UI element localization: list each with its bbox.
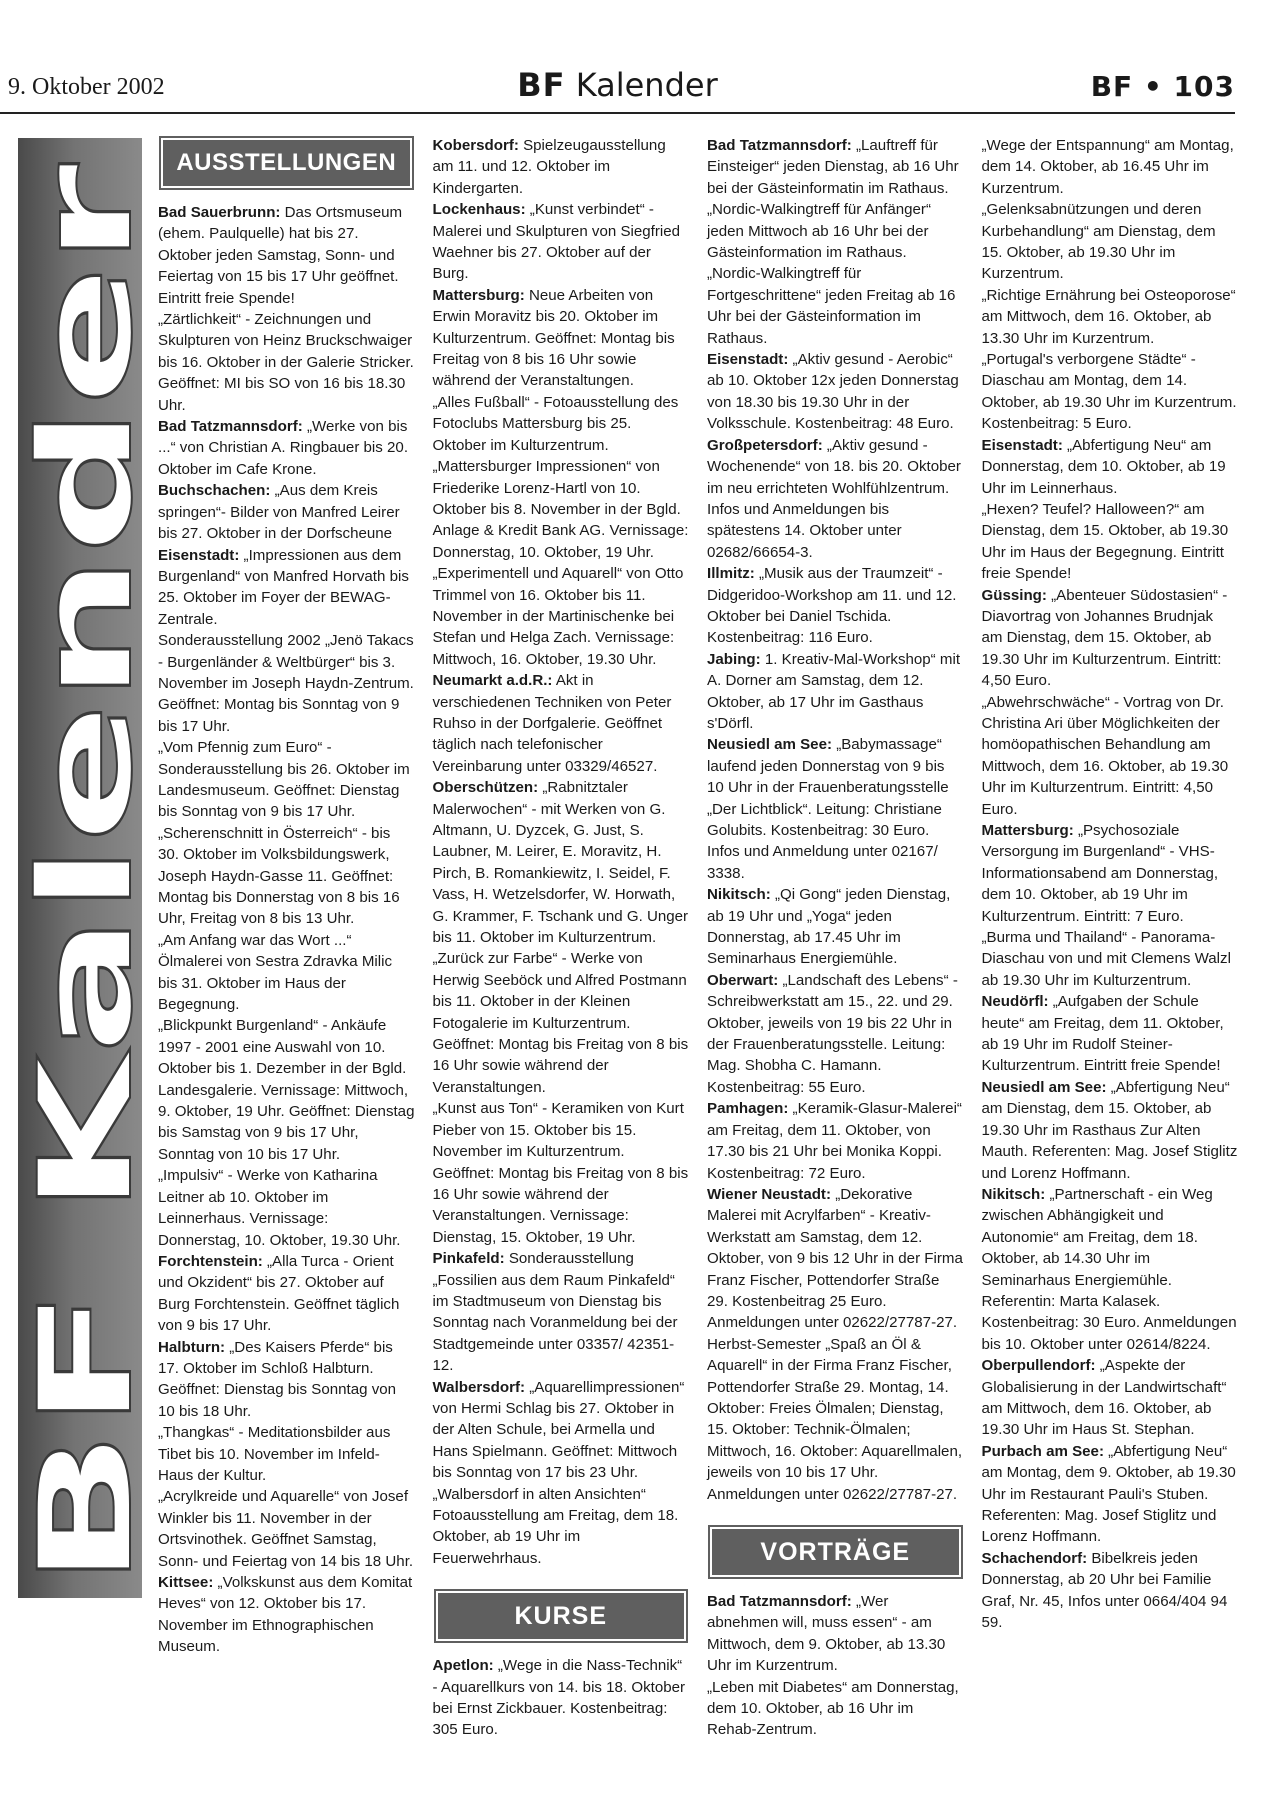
page-header <box>0 62 1235 114</box>
entry-text: „Aktiv gesund - Aerobic“ ab 10. Oktober 12x jeden Donnerstag von 18.30 bis 19.30 Uhr in der Volksschule. Kostenbeitrag: 48 Euro. <box>707 351 959 433</box>
calendar-entry <box>433 670 690 777</box>
calendar-entry <box>158 416 415 480</box>
calendar-entry <box>982 820 1239 927</box>
entry-place: Kobersdorf: <box>432 137 519 154</box>
kurse-entries <box>433 1655 690 1741</box>
entry-place: Bad Sauerbrunn: <box>158 204 281 221</box>
entry-text: 1. Kreativ-Mal-Workshop“ mit A. Dorner am Samstag, dem 12. Oktober, ab 17 Uhr im Gasthaus s'Dörfl. <box>707 650 961 732</box>
entry-text: Neue Arbeiten von Erwin Moravitz bis 20. Oktober im Kulturzentrum. Geöffnet: Montag bis Freitag von 8 bis 16 Uhr sowie während der Veranstaltungen. <box>432 286 675 390</box>
calendar-entry <box>982 692 1239 820</box>
entry-text: „Volkskunst aus dem Komitat Heves“ von 12. Oktober bis 17. November im Ethnographischen Museum. <box>158 1574 413 1656</box>
calendar-entry <box>707 563 964 649</box>
entry-text: „Hexen? Teufel? Halloween?“ am Dienstag, dem 15. Oktober, ab 19.30 Uhr im Haus der Begegnung. Eintritt freie Spende! <box>981 500 1229 583</box>
entry-place: Illmitz: <box>707 565 755 583</box>
calendar-entry <box>982 1184 1239 1355</box>
entry-place: Neusiedl am See: <box>981 1078 1107 1096</box>
issue-date: 9. Oktober 2002 <box>8 74 165 100</box>
calendar-entry <box>158 630 415 737</box>
entry-text: „Wege der Entspannung“ am Montag, dem 14. Oktober, ab 16.45 Uhr im Kurzentrum. <box>981 137 1234 197</box>
page-number: BF • 103 <box>1090 70 1235 103</box>
entry-place: Lockenhaus: <box>432 201 526 219</box>
entry-text: „Aus dem Kreis springen“- Bilder von Manfred Leirer bis 27. Oktober in der Dorfscheune <box>158 482 400 543</box>
column-4 <box>982 135 1239 1775</box>
entry-place: Purbach am See: <box>981 1442 1104 1460</box>
entry-text: „Rabnitztaler Malerwochen“ - mit Werken von G. Altmann, U. Dyzcek, G. Just, S. Laubner, M. Leirer, E. Moravitz, H. Pirch, B. Romankiewitz, I. Seidel, F. Vass, H. Wetzelsdorfer, W. Horwath, G. Krammer, F. Tschank und G. Unger bis 11. Oktober im Kulturzentrum. <box>432 779 689 947</box>
entry-text: „Mattersburger Impressionen“ von Friederike Lorenz-Hartl von 10. Oktober bis 8. November in der Bgld. Anlage & Kredit Bank AG. Vernissage: Donnerstag, 10. Oktober, 19 Uhr. <box>432 458 689 561</box>
calendar-entry <box>433 456 690 563</box>
entry-place: Walbersdorf: <box>432 1378 526 1396</box>
section-heading-ausstellungen: AUSSTELLUNGEN <box>161 138 412 188</box>
entry-text: „Aspekte der Globalisierung in der Landwirtschaft“ am Mittwoch, dem 16. Oktober, ab 19.30 Uhr im Haus St. Stephan. <box>981 1357 1227 1439</box>
entry-text: „Landschaft des Lebens“ - Schreibwerkstatt am 15., 22. und 29. Oktober, jeweils von 19 bis 22 Uhr in der Frauenberatungsstelle. Leitung: Mag. Shobha C. Hamann. Kostenbeitrag: 55 Euro. <box>707 971 958 1096</box>
side-banner-graphic <box>12 138 161 1598</box>
calendar-entry <box>158 1015 415 1165</box>
entry-place: Bad Tatzmannsdorf: <box>707 1593 852 1610</box>
entry-text: „Wer abnehmen will, muss essen“ - am Mittwoch, dem 9. Oktober, ab 13.30 Uhr im Kurzentrum. <box>707 1593 946 1675</box>
entry-place: Jabing: <box>707 650 761 668</box>
calendar-entry <box>158 309 415 416</box>
entry-place: Eisenstadt: <box>158 546 240 564</box>
column-1-entries <box>158 202 415 1658</box>
entry-text: „Leben mit Diabetes“ am Donnerstag, dem 10. Oktober, ab 16 Uhr im Rehab-Zentrum. <box>707 1678 959 1739</box>
calendar-entry <box>707 1184 964 1334</box>
calendar-entry <box>158 480 415 544</box>
entry-text: „Gelenksabnützungen und deren Kurbehandlung“ am Dienstag, dem 15. Oktober, ab 19.30 Uhr im Kurzentrum. <box>981 201 1216 283</box>
entry-text: „Alla Turca - Orient und Okzident“ bis 27. Oktober auf Burg Forchtenstein. Geöffnet täglich von 9 bis 17 Uhr. <box>158 1252 400 1335</box>
entry-text: „Burma und Thailand“ - Panorama-Diaschau von und mit Clemens Walzl ab 19.30 Uhr im Kulturzentrum. <box>981 929 1231 989</box>
entry-place: Wiener Neustadt: <box>707 1185 831 1203</box>
calendar-entry <box>158 1337 415 1423</box>
calendar-entry <box>433 392 690 456</box>
entry-place: Pamhagen: <box>707 1100 789 1118</box>
calendar-entry <box>158 1572 415 1658</box>
entry-text: „Kunst aus Ton“ - Keramiken von Kurt Pieber von 15. Oktober bis 15. November im Kulturzentrum. Geöffnet: Montag bis Freitag von 8 bis 16 Uhr sowie während der Veranstaltungen. Vernissage: Dienstag, 15. Oktober, 19 Uhr. <box>432 1100 689 1246</box>
entry-place: Oberpullendorf: <box>981 1357 1096 1375</box>
entry-place: Buchschachen: <box>158 482 271 500</box>
column-3-entries <box>707 135 964 1505</box>
entry-text: „Thangkas“ - Meditationsbilder aus Tibet bis 10. November im Infeld-Haus der Kultur. <box>158 1424 391 1484</box>
calendar-entry <box>158 1422 415 1486</box>
section-name: Kalender <box>575 66 718 104</box>
entry-text: „Abfertigung Neu“ am Dienstag, dem 15. Oktober, ab 19.30 Uhr im Rasthaus Zur Alten Mauth. Referenten: Mag. Josef Stiglitz und Lorenz Hoffmann. <box>981 1078 1238 1182</box>
entry-text: „Babymassage“ laufend jeden Donnerstag von 9 bis 10 Uhr in der Frauenberatungsstelle „Der Lichtblick“. Leitung: Christiane Golubits. Kostenbeitrag: 30 Euro. Infos und Anmeldung unter 02167/ 3338. <box>707 736 949 882</box>
entry-place: Neumarkt a.d.R.: <box>432 672 553 690</box>
entry-text: „Musik aus der Traumzeit“ - Didgeridoo-Workshop am 11. und 12. Oktober bei Daniel Tschida. Kostenbeitrag: 116 Euro. <box>707 565 957 647</box>
entry-text: „Acrylkreide und Aquarelle“ von Josef Winkler bis 11. November in der Ortsvinothek. Geöffnet Samstag, Sonn- und Feiertag von 14 bis 18 Uhr. <box>158 1488 414 1570</box>
calendar-entry <box>433 1484 690 1570</box>
calendar-entry <box>158 1165 415 1251</box>
column-4-entries <box>982 135 1239 1633</box>
column-3 <box>707 135 964 1775</box>
entry-place: Forchtenstein: <box>158 1252 263 1270</box>
entry-place: Bad Tatzmannsdorf: <box>158 418 303 436</box>
entry-place: Oberschützen: <box>432 779 539 797</box>
entry-text: „Abfertigung Neu“ am Montag, dem 9. Oktober, ab 19.30 Uhr im Restaurant Pauli's Stuben. Referenten: Mag. Josef Stiglitz und Lorenz Hoffmann. <box>981 1442 1236 1546</box>
entry-text: „Keramik-Glasur-Malerei“ am Freitag, dem 11. Oktober, von 17.30 bis 21 Uhr bei Monika Koppi. Kostenbeitrag: 72 Euro. <box>707 1100 962 1182</box>
entry-text: „Werke von bis ...“ von Christian A. Ringbauer bis 20. Oktober im Cafe Krone. <box>158 418 409 478</box>
entry-text: Sonderausstellung 2002 „Jenö Takacs - Burgenländer & Weltbürger“ bis 3. November im Joseph Haydn-Zentrum. Geöffnet: Montag bis Sonntag von 9 bis 17 Uhr. <box>158 632 414 735</box>
vortraege-entries <box>707 1591 964 1741</box>
entry-place: Mattersburg: <box>981 822 1074 839</box>
calendar-entry <box>982 199 1239 285</box>
entry-text: „Dekorative Malerei mit Acrylfarben“ - Kreativ-Werkstatt am Samstag, dem 12. Oktober, von 9 bis 12 Uhr in der Firma Franz Fischer, Pottendorfer Straße 29. Kostenbeitrag 25 Euro. Anmeldungen unter 02622/27787-27. <box>707 1185 963 1332</box>
calendar-entry <box>433 563 690 670</box>
calendar-entry <box>707 199 964 263</box>
calendar-entry <box>982 927 1239 991</box>
entry-text: „Zärtlichkeit“ - Zeichnungen und Skulpturen von Heinz Bruckschwaiger bis 16. Oktober in der Galerie Stricker. Geöffnet: MI bis SO von 16 bis 18.30 Uhr. <box>158 311 414 414</box>
entry-place: Oberwart: <box>707 971 779 989</box>
entry-text: Das Ortsmuseum (ehem. Paulquelle) hat bis 27. Oktober jeden Samstag, Sonn- und Feiertag von 15 bis 17 Uhr geöffnet. Eintritt freie Spende! <box>158 204 403 307</box>
brand-logo: BF <box>517 66 566 104</box>
entry-place: Schachendorf: <box>981 1549 1088 1567</box>
entry-text: „Am Anfang war das Wort ...“ Ölmalerei von Sestra Zdravka Milic bis 31. Oktober im Haus der Begegnung. <box>158 931 393 1014</box>
column-2-entries <box>433 135 690 1569</box>
entry-text: „Walbersdorf in alten Ansichten“ Fotoausstellung am Freitag, dem 18. Oktober, ab 19 Uhr im Feuerwehrhaus. <box>432 1485 679 1567</box>
entry-place: Halbturn: <box>158 1338 226 1356</box>
column-1 <box>158 135 415 1775</box>
calendar-entry <box>982 1355 1239 1441</box>
calendar-entry <box>707 1098 964 1184</box>
entry-place: Bad Tatzmannsdorf: <box>707 137 852 154</box>
entry-text: Spielzeugausstellung am 11. und 12. Oktober im Kindergarten. <box>432 137 666 197</box>
entry-text: „Abenteuer Südostasien“ - Diavortrag von Johannes Brudnjak am Dienstag, dem 15. Oktober, ab 19.30 Uhr im Kulturzentrum. Eintritt: 4,50 Euro. <box>981 586 1228 690</box>
entry-text: „Nordic-Walkingtreff für Anfänger“ jeden Mittwoch ab 16 Uhr bei der Gästeinformation im Rathaus. <box>707 201 931 262</box>
entry-place: Nikitsch: <box>981 1185 1046 1203</box>
calendar-entry <box>707 884 964 970</box>
calendar-entry <box>707 734 964 884</box>
calendar-entry <box>707 1677 964 1741</box>
calendar-entry <box>433 285 690 392</box>
entry-text: „Impulsiv“ - Werke von Katharina Leitner ab 10. Oktober im Leinnerhaus. Vernissage: Donnerstag, 10. Oktober, 19.30 Uhr. <box>158 1167 401 1249</box>
calendar-entry <box>982 349 1239 435</box>
calendar-entry <box>707 1334 964 1505</box>
calendar-entry <box>707 263 964 349</box>
section-heading-kurse: KURSE <box>436 1591 687 1641</box>
entry-text: „Vom Pfennig zum Euro“ - Sonderausstellung bis 26. Oktober im Landesmuseum. Geöffnet: Dienstag bis Sonntag von 9 bis 17 Uhr. <box>158 739 410 821</box>
entry-text: „Portugal's verborgene Städte“ - Diaschau am Montag, dem 14. Oktober, ab 19.30 Uhr im Kurzentrum. Kostenbeitrag: 5 Euro. <box>981 351 1237 433</box>
entry-text: „Richtige Ernährung bei Osteoporose“ am Mittwoch, dem 16. Oktober, ab 13.30 Uhr im Kurzentrum. <box>981 286 1236 347</box>
calendar-entry <box>982 435 1239 499</box>
entry-place: Neusiedl am See: <box>707 736 832 754</box>
side-banner <box>12 138 161 1598</box>
entry-place: Mattersburg: <box>432 286 525 304</box>
calendar-entry <box>707 135 964 199</box>
entry-text: „Aquarellimpressionen“ von Hermi Schlag bis 27. Oktober in der Alten Schule, bei Armella und Hans Spielmann. Geöffnet: Mittwoch bis Sonntag von 17 bis 23 Uhr. <box>432 1378 685 1482</box>
entry-text: „Alles Fußball“ - Fotoausstellung des Fotoclubs Mattersburg bis 25. Oktober im Kulturzentrum. <box>432 393 679 454</box>
entry-text: „Zurück zur Farbe“ - Werke von Herwig Seeböck und Alfred Postmann bis 11. Oktober in der Kleinen Fotogalerie im Kulturzentrum. Geöffnet: Montag bis Freitag von 8 bis 16 Uhr sowie während der Veranstaltungen. <box>432 950 689 1096</box>
entry-text: „Abwehrschwäche“ - Vortrag von Dr. Christina Ari über Möglichkeiten der homöopathischen Behandlung am Mittwoch, dem 16. Oktober, ab 19.30 Uhr im Kulturzentrum. Eintritt: 4,50 Euro. <box>981 693 1229 818</box>
calendar-entry <box>707 435 964 563</box>
calendar-entry <box>982 1548 1239 1634</box>
calendar-entry <box>707 349 964 435</box>
calendar-entry <box>982 285 1239 349</box>
calendar-entry <box>982 135 1239 199</box>
entry-text: „Blickpunkt Burgenland“ - Ankäufe 1997 - 2001 eine Auswahl von 10. Oktober bis 1. Dezember in der Bgld. Landesgalerie. Vernissage: Mittwoch, 9. Oktober, 19 Uhr. Geöffnet: Dienstag bis Samstag von 9 bis 17 Uhr, Sonntag von 10 bis 17 Uhr. <box>158 1017 415 1163</box>
calendar-entry <box>982 499 1239 585</box>
calendar-entry <box>158 545 415 631</box>
entry-text: „Lauftreff für Einsteiger“ jeden Dienstag, ab 16 Uhr bei der Gästeinformatin im Rathaus. <box>707 137 959 197</box>
entry-text: Akt in verschiedenen Techniken von Peter Ruhso in der Dorfgalerie. Geöffnet täglich nach telefonischer Vereinbarung unter 03329/46527. <box>432 672 672 775</box>
entry-text: Sonderausstellung „Fossilien aus dem Raum Pinkafeld“ im Stadtmuseum von Dienstag bis Sonntag nach Voranmeldung bei der Stadtgemeinde unter 03357/ 42351-12. <box>432 1250 678 1375</box>
column-2 <box>433 135 690 1775</box>
entry-text: „Abfertigung Neu“ am Donnerstag, dem 10. Oktober, ab 19 Uhr im Leinnerhaus. <box>981 436 1226 497</box>
entry-place: Güssing: <box>981 586 1047 604</box>
calendar-entry <box>433 199 690 285</box>
entry-place: Pinkafeld: <box>432 1250 505 1268</box>
entry-text: „Aktiv gesund - Wochenende“ von 18. bis 20. Oktober im neu errichteten Wohlfühlzentrum. Infos und Anmeldungen bis spätestens 14. Oktober unter 02682/66654-3. <box>707 436 961 561</box>
entry-text: „Scherenschnitt in Österreich“ - bis 30. Oktober im Volksbildungswerk, Joseph Haydn-Gasse 11. Geöffnet: Montag bis Donnerstag von 8 bis 16 Uhr, Freitag von 8 bis 13 Uhr. <box>158 824 400 928</box>
calendar-entry <box>982 1077 1239 1184</box>
entry-text: „Wege in die Nass-Technik“ - Aquarellkurs von 14. bis 18. Oktober bei Ernst Zickbauer. Kostenbeitrag: 305 Euro. <box>432 1657 686 1739</box>
entry-text: „Kunst verbindet“ - Malerei und Skulpturen von Siegfried Waehner bis 27. Oktober auf der Burg. <box>432 201 681 283</box>
calendar-entry <box>158 737 415 823</box>
entry-text: „Des Kaisers Pferde“ bis 17. Oktober im Schloß Halbturn. Geöffnet: Dienstag bis Sonntag von 10 bis 18 Uhr. <box>158 1338 397 1420</box>
entry-text: „Nordic-Walkingtreff für Fortgeschrittene“ jeden Freitag ab 16 Uhr bei der Gästeinformation im Rathaus. <box>707 265 956 347</box>
entry-place: Apetlon: <box>432 1657 494 1675</box>
calendar-entry <box>982 991 1239 1077</box>
calendar-entry <box>707 1591 964 1677</box>
entry-text: Bibelkreis jeden Donnerstag, ab 20 Uhr bei Familie Graf, Nr. 45, Infos unter 0664/404 94 59. <box>981 1549 1228 1632</box>
entry-text: „Experimentell und Aquarell“ von Otto Trimmel von 16. Oktober bis 11. November in der Martinischenke bei Stefan und Helga Zach. Vernissage: Mittwoch, 16. Oktober, 19.30 Uhr. <box>432 565 684 668</box>
entry-place: Kittsee: <box>158 1574 214 1591</box>
calendar-entry <box>982 1441 1239 1548</box>
calendar-entry <box>707 649 964 735</box>
calendar-entry <box>982 585 1239 692</box>
calendar-entry <box>433 1248 690 1376</box>
entry-place: Eisenstadt: <box>707 351 789 369</box>
entry-place: Nikitsch: <box>707 886 771 904</box>
calendar-entry <box>433 1098 690 1248</box>
calendar-entry <box>158 823 415 930</box>
calendar-entry <box>433 1377 690 1484</box>
calendar-entry <box>707 970 964 1098</box>
calendar-content <box>158 135 1238 1775</box>
entry-text: „Impressionen aus dem Burgenland“ von Manfred Horvath bis 25. Oktober im Foyer der BEWAG-Zentrale. <box>158 546 409 628</box>
calendar-entry <box>158 930 415 1016</box>
calendar-entry <box>158 1486 415 1572</box>
entry-place: Großpetersdorf: <box>707 436 823 454</box>
calendar-entry <box>433 948 690 1098</box>
entry-text: „Partnerschaft - ein Weg zwischen Abhängigkeit und Autonomie“ am Freitag, dem 18. Oktober, ab 14.30 Uhr im Seminarhaus Energiemühle. Referentin: Marta Kalasek. Kostenbeitrag: 30 Euro. Anmeldungen bis 10. Oktober unter 02614/8224. <box>981 1185 1237 1353</box>
calendar-entry <box>433 135 690 199</box>
entry-text: „Aufgaben der Schule heute“ am Freitag, dem 11. Oktober, ab 19 Uhr im Rudolf Steiner-Kulturzentrum. Eintritt freie Spende! <box>981 993 1224 1075</box>
section-heading-vortraege: VORTRÄGE <box>710 1527 961 1577</box>
page-title <box>0 66 1235 104</box>
entry-text: Herbst-Semester „Spaß an Öl & Aquarell“ in der Firma Franz Fischer, Pottendorfer Straße 29. Montag, 14. Oktober: Freies Ölmalen; Dienstag, 15. Oktober: Technik-Ölmalen; Mittwoch, 16. Oktober: Aquarellmalen, jeweils von 10 bis 17 Uhr. Anmeldungen unter 02622/27787-27. <box>707 1335 963 1503</box>
entry-place: Eisenstadt: <box>981 436 1063 454</box>
entry-place: Neudörfl: <box>981 993 1049 1011</box>
entry-text: „Psychosoziale Versorgung im Burgenland“ - VHS-Informationsabend am Donnerstag, dem 10. Oktober, ab 19 Uhr im Kulturzentrum. Eintritt: 7 Euro. <box>981 822 1219 925</box>
calendar-entry <box>433 1655 690 1741</box>
calendar-entry <box>158 1251 415 1337</box>
entry-text: „Qi Gong“ jeden Dienstag, ab 19 Uhr und „Yoga“ jeden Donnerstag, ab 17.45 Uhr im Seminarhaus Energiemühle. <box>707 886 951 968</box>
side-banner-text: BF Kalender <box>12 709 161 1588</box>
calendar-entry <box>158 202 415 309</box>
calendar-entry <box>433 777 690 948</box>
